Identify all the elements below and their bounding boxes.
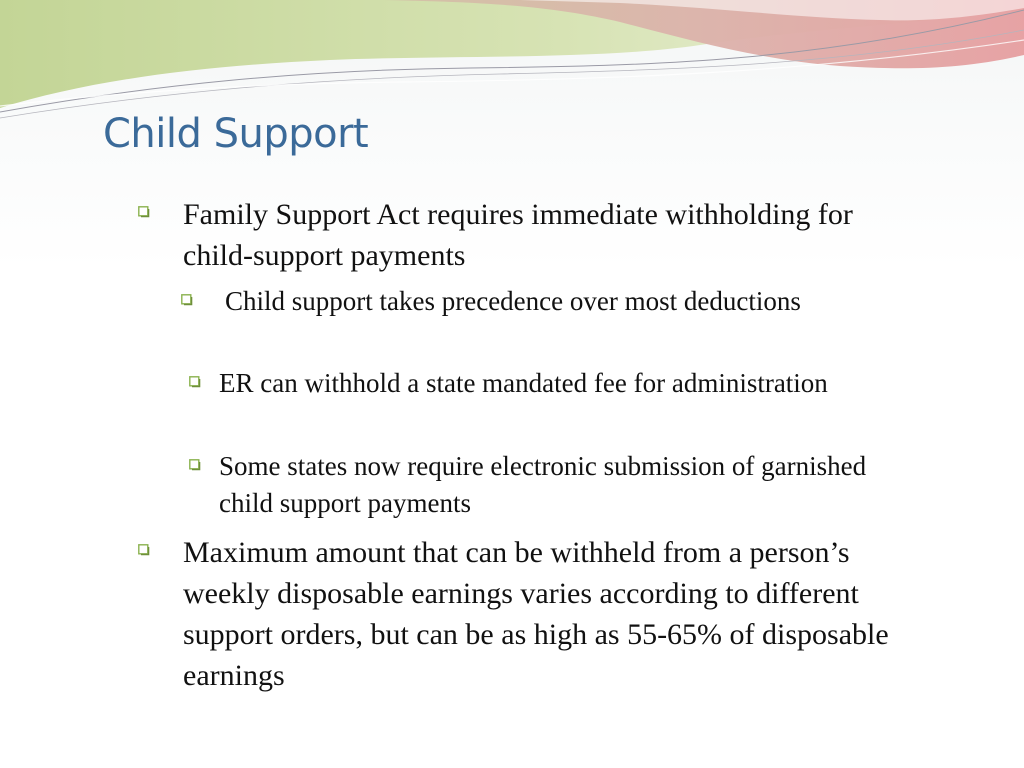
bullet-item-4 [189,448,889,522]
square-outline-bullet-icon [138,544,150,556]
bullet-text: Family Support Act requires immediate withholding for child-support payments [183,198,853,272]
bullet-item-1 [138,194,908,276]
square-outline-bullet-icon [181,294,193,306]
square-outline-bullet-icon [189,376,201,388]
bullet-item-5 [138,532,908,696]
slide-title: Child Support [103,111,369,157]
bullet-text: Maximum amount that can be withheld from a person’s weekly disposable earnings varies according to different support orders, but can be as high as 55-65% of disposable earnings [183,536,889,692]
bullet-item-2 [181,283,831,320]
bullet-item-3 [189,365,889,402]
square-outline-bullet-icon [138,206,150,218]
bullet-text: Some states now require electronic submission of garnished child support payments [219,451,867,518]
bullet-text: Child support takes precedence over most deductions [225,286,801,316]
bullet-text: ER can withhold a state mandated fee for administration [219,368,828,398]
square-outline-bullet-icon [189,459,201,471]
